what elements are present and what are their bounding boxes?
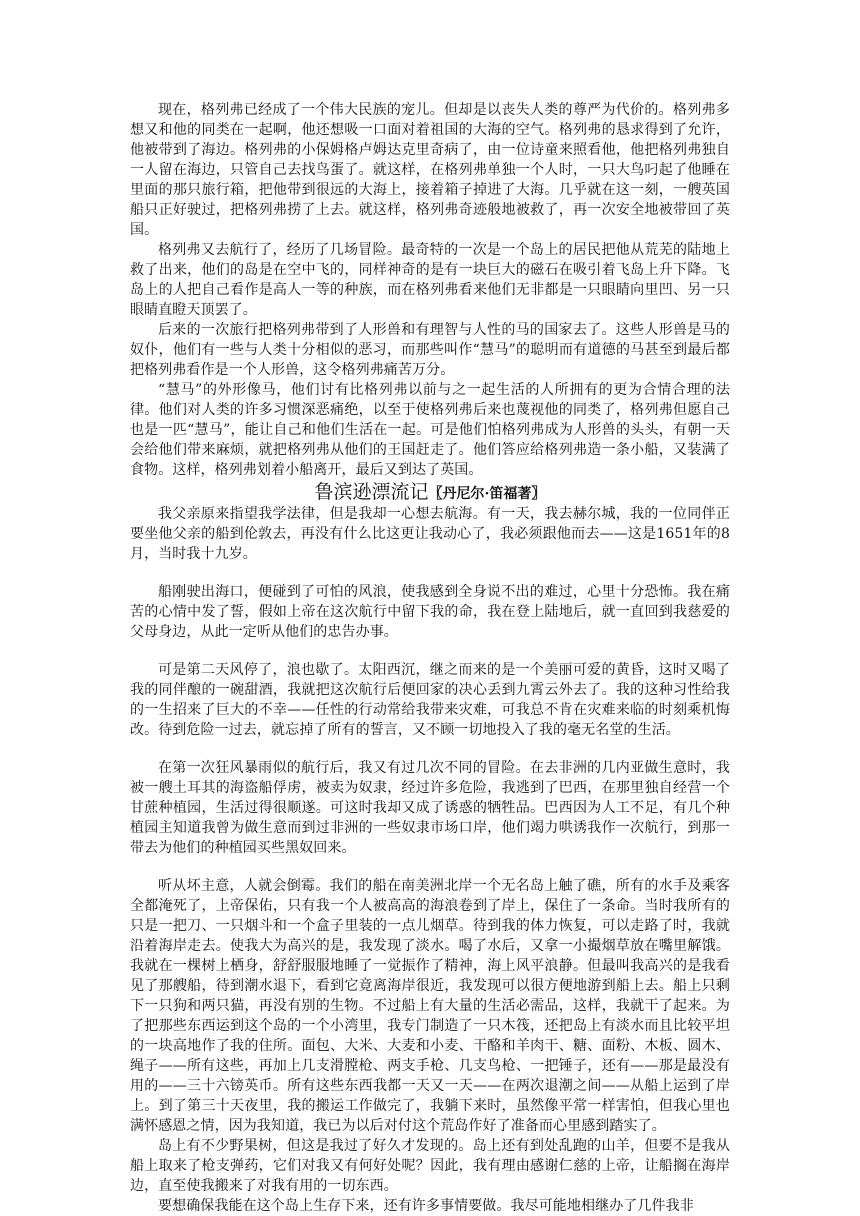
document-body bbox=[130, 100, 730, 1216]
section-author: 〖丹尼尔·笛福著〗 bbox=[428, 486, 546, 502]
paragraph: 船刚驶出海口，便碰到了可怕的风浪，使我感到全身说不出的难过，心里十分恐怖。我在痛苦的心情中发了誓，假如上帝在这次航行中留下我的命，我在登上陆地后，就一直回到我慈爱的父母身边，从此一定听从他们的忠告办事。 bbox=[130, 584, 730, 640]
paragraph: 要想确保我能在这个岛上生存下来，还有许多事情要做。我尽可能地相继办了几件我非 bbox=[158, 1198, 694, 1214]
paragraph: 岛上有不少野果树，但这是我过了好久才发现的。岛上还有到处乱跑的山羊，但要不是我从船上取来了枪支弹药，它们对我又有何好处呢？因此，我有理由感谢仁慈的上帝，让船搁在海岸边，直至使我搬来了对我有用的一切东西。 bbox=[130, 1138, 730, 1194]
paragraph: “慧马”的外形像马，他们讨有比格列弗以前与之一起生活的人所拥有的更为合情合理的法律。他们对人类的许多习惯深恶痛绝，以至于使格列弗后来也蔑视他的同类了，格列弗但愿自己也是一匹“慧马”，能让自己和他们生活在一起。可是他们怕格列弗成为人形兽的头头，有朝一天会给他们带来麻烦，就把格列弗从他们的王国赶走了。他们答应给格列弗造一条小船，又装满了食物。这样，格列弗划着小船离开，最后又到达了英国。 bbox=[130, 382, 730, 478]
paragraph: 格列弗又去航行了，经历了几场冒险。最奇特的一次是一个岛上的居民把他从荒芜的陆地上救了出来，他们的岛是在空中飞的，同样神奇的是有一块巨大的磁石在吸引着飞岛上升下降。飞岛上的人把自己看作是高人一等的种族，而在格列弗看来他们无非都是一只眼睛向里凹、另一只眼睛直瞪天顶罢了。 bbox=[130, 242, 730, 318]
paragraph-gap bbox=[130, 564, 730, 582]
section-heading bbox=[130, 482, 730, 502]
robinson-section bbox=[130, 504, 730, 1216]
paragraph: 我父亲原来指望我学法律，但是我却一心想去航海。有一天，我去赫尔城，我的一位同伴正要坐他父亲的船到伦敦去，再没有什么比这更让我动心了，我必须跟他而去——这是1651年的8月，当时我十九岁。 bbox=[130, 506, 730, 562]
paragraph: 听从坏主意，人就会倒霉。我们的船在南美洲北岸一个无名岛上触了礁，所有的水手及乘客全都淹死了，上帝保佑，只有我一个人被高高的海浪卷到了岸上，保住了一条命。当时我所有的只是一把刀、一只烟斗和一个盒子里装的一点儿烟草。待到我的体力恢复，可以走路了时，我就沿着海岸走去。使我大为高兴的是，我发现了淡水。喝了水后，又拿一小撮烟草放在嘴里解饿。我就在一棵树上栖身，舒舒服服地睡了一觉振作了精神，海上风平浪静。但最叫我高兴的是我看见了那艘船，待到潮水退下，看到它竟离海岸很近，我发现可以很方便地游到船上去。船上只剩下一只狗和两只猫，再没有别的生物。不过船上有大量的生活必需品，这样，我就干了起来。为了把那些东西运到这个岛的一个小湾里，我专门制造了一只木筏，还把岛上有淡水而且比较平坦的一块高地作了我的住所。面包、大米、大麦和小麦、干酪和羊肉干、糖、面粉、木板、圆木、绳子——所有这些，再加上几支滑膛枪、两支手枪、几支鸟枪、一把锤子，还有——那是最没有用的——三十六镑英币。所有这些东西我都一天又一天——在两次退潮之间——从船上运到了岸上。到了第三十天夜里，我的搬运工作做完了，我躺下来时，虽然像平常一样害怕，但我心里也满怀感恩之情，因为我知道，我已为以后对付这个荒岛作好了准备而心里感到踏实了。 bbox=[130, 878, 730, 1134]
section-title: 鲁滨逊漂流记 bbox=[314, 481, 429, 503]
paragraph-gap bbox=[130, 642, 730, 660]
paragraph: 可是第二天风停了，浪也歇了。太阳西沉，继之而来的是一个美丽可爱的黄昏，这时又喝了我的同伴酿的一碗甜酒，我就把这次航行后便回家的决心丢到九霄云外去了。我的这种习性给我的一生招来了巨大的不幸——任性的行动常给我带来灾难，可我总不肯在灾难来临的时刻乘机悔改。待到危险一过去，就忘掉了所有的誓言，又不顾一切地投入了我的毫无名堂的生活。 bbox=[130, 662, 730, 738]
paragraph-gap bbox=[130, 740, 730, 758]
gulliver-section bbox=[130, 100, 730, 480]
paragraph: 在第一次狂风暴雨似的航行后，我又有过几次不同的冒险。在去非洲的几内亚做生意时，我被一艘土耳其的海盗船俘虏，被卖为奴隶，经过许多危险，我逃到了巴西，在那里独自经营一个甘蔗种植园，生活过得很顺遂。可这时我却又成了诱惑的牺牲品。巴西因为人工不足，有几个种植园主知道我曾为做生意而到过非洲的一些奴隶市场口岸，他们竭力哄诱我作一次航行，到那一带去为他们的种植园买些黑奴回来。 bbox=[130, 760, 730, 856]
paragraph: 后来的一次旅行把格列弗带到了人形兽和有理智与人性的马的国家去了。这些人形兽是马的奴仆，他们有一些与人类十分相似的恶习，而那些叫作“慧马”的聪明而有道德的马甚至到最后都把格列弗看作是一个人形兽，这令格列弗痛苦万分。 bbox=[130, 322, 730, 378]
paragraph-gap bbox=[130, 858, 730, 876]
paragraph: 现在，格列弗已经成了一个伟大民族的宠儿。但却是以丧失人类的尊严为代价的。格列弗多想又和他的同类在一起啊，他还想吸一口面对着祖国的大海的空气。格列弗的恳求得到了允许，他被带到了海边。格列弗的小保姆格卢姆达克里奇病了，由一位诗童来照看他，他把格列弗独自一人留在海边，只管自己去找鸟蛋了。就这样，在格列弗单独一个人时，一只大鸟叼起了他睡在里面的那只旅行箱，把他带到很远的大海上，接着箱子掉进了大海。几乎就在这一刻，一艘英国船只正好驶过，把格列弗捞了上去。就这样，格列弗奇迹般地被救了，再一次安全地被带回了英国。 bbox=[130, 102, 730, 238]
